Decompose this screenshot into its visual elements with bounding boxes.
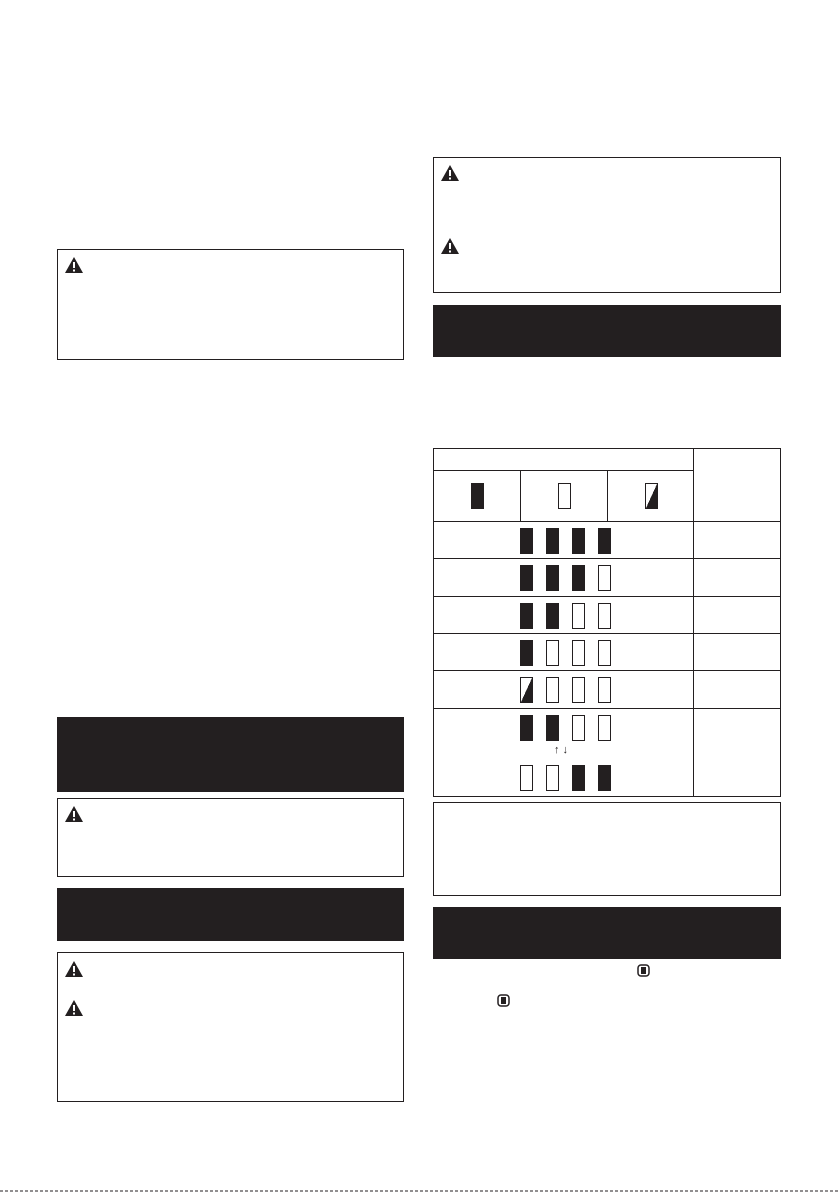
- table-row: [434, 559, 694, 597]
- table-row: [434, 522, 694, 559]
- warning-triangle-icon: [64, 999, 84, 1017]
- battery-check-button-icon: [497, 994, 510, 1007]
- remaining-capacity-header-cell: [694, 449, 781, 522]
- section-heading-bar-3: [433, 305, 781, 357]
- table-row: [434, 634, 694, 671]
- warning-triangle-icon: [64, 256, 84, 274]
- indicator-lamp-off: [546, 677, 559, 703]
- warning-box-4: [433, 157, 781, 293]
- indicator-lamp-off: [598, 603, 611, 629]
- indicator-lamp-on: [520, 528, 533, 554]
- indicator-lamp-legend-blinking: [645, 483, 658, 509]
- legend-blinking-cell: [607, 471, 694, 522]
- warning-box-3: [57, 952, 404, 1102]
- indicator-lamp-on: [546, 528, 559, 554]
- table-row: [434, 597, 694, 634]
- warning-triangle-icon: [64, 960, 84, 978]
- indicator-lamp-off: [598, 640, 611, 666]
- indicator-lamp-blinking: [520, 677, 533, 703]
- capacity-cell: [694, 709, 781, 797]
- warning-box-1: [57, 249, 404, 360]
- capacity-cell: [694, 559, 781, 597]
- warning-triangle-icon: [440, 237, 460, 255]
- indicator-lamp-off: [572, 640, 585, 666]
- indicator-lamp-on: [598, 528, 611, 554]
- capacity-cell: [694, 522, 781, 559]
- table-row-alternating: [434, 709, 694, 797]
- indicator-lamp-on: [520, 715, 533, 741]
- table-row: [434, 671, 694, 709]
- warning-triangle-icon: [64, 805, 84, 823]
- indicator-lamp-on: [572, 765, 585, 791]
- indicator-lamp-off: [598, 565, 611, 591]
- legend-off-cell: [520, 471, 607, 522]
- indicator-lamp-on: [520, 603, 533, 629]
- indicator-lamp-off: [572, 677, 585, 703]
- indicator-lamp-legend-off: [558, 483, 571, 509]
- section-heading-bar-2: [57, 888, 404, 941]
- indicator-lamp-off: [598, 677, 611, 703]
- indicator-lamp-off: [520, 765, 533, 791]
- indicator-lamp-off: [546, 765, 559, 791]
- capacity-cell: [694, 671, 781, 709]
- legend-lit-cell: [434, 471, 521, 522]
- indicator-lamp-on: [546, 715, 559, 741]
- battery-indicator-table: [433, 448, 781, 797]
- section-heading-bar-4: [433, 907, 781, 959]
- warning-box-2: [57, 798, 404, 877]
- indicator-lamp-on: [520, 565, 533, 591]
- indicator-lamp-on: [572, 528, 585, 554]
- note-box: [433, 802, 781, 896]
- indicator-lamp-on: [520, 640, 533, 666]
- indicator-lamp-on: [546, 565, 559, 591]
- indicator-lamp-off: [598, 715, 611, 741]
- indicator-header-cell: [434, 449, 694, 471]
- warning-triangle-icon: [440, 164, 460, 182]
- battery-check-button-icon: [637, 964, 650, 977]
- capacity-cell: [694, 634, 781, 671]
- alternating-arrows: ↑ ↓: [554, 744, 569, 756]
- indicator-lamp-on: [546, 603, 559, 629]
- indicator-lamp-off: [572, 715, 585, 741]
- indicator-lamp-off: [572, 603, 585, 629]
- capacity-cell: [694, 597, 781, 634]
- section-heading-bar-1: [57, 717, 404, 792]
- indicator-lamp-on: [572, 565, 585, 591]
- indicator-lamp-legend-on: [471, 483, 484, 509]
- indicator-lamp-off: [546, 640, 559, 666]
- indicator-lamp-on: [598, 765, 611, 791]
